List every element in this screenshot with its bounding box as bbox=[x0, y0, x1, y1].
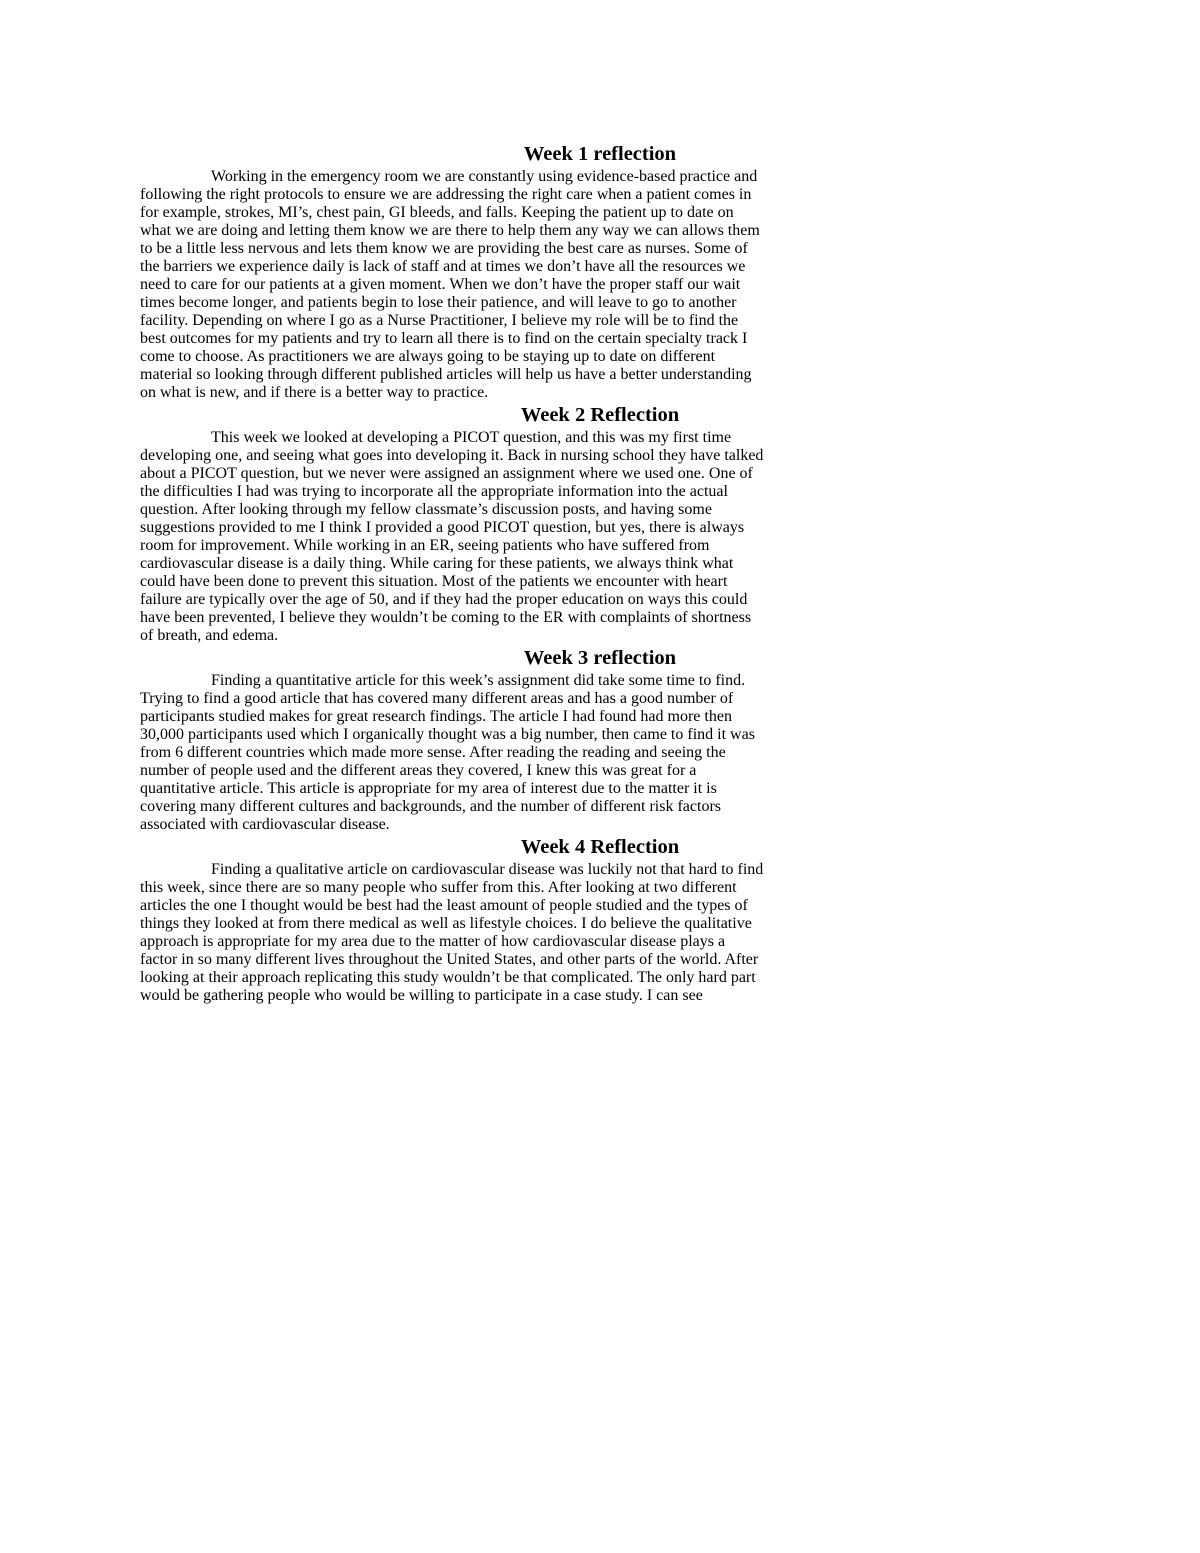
section-title: Week 4 Reflection bbox=[520, 836, 680, 858]
paragraph-line: associated with cardiovascular disease. bbox=[140, 816, 390, 833]
section-paragraph bbox=[140, 861, 1060, 1005]
paragraph-line: 30,000 participants used which I organically thought was a big number, then came to find it was bbox=[140, 726, 755, 743]
week-3-section bbox=[140, 645, 1060, 834]
paragraph-line: looking at their approach replicating this study wouldn’t be that complicated. The only hard part bbox=[140, 969, 756, 986]
paragraph-line: of breath, and edema. bbox=[140, 627, 279, 644]
paragraph-line: articles the one I thought would be best had the least amount of people studied and the types of bbox=[140, 897, 748, 914]
paragraph-line: This week we looked at developing a PICOT question, and this was my first time bbox=[211, 429, 732, 446]
week-4-section bbox=[140, 834, 1060, 1005]
paragraph-line: to be a little less nervous and lets them know we are providing the best care as nurses. Some of bbox=[140, 240, 748, 257]
paragraph-line: participants studied makes for great research findings. The article I had found had more then bbox=[140, 708, 732, 725]
paragraph-line: following the right protocols to ensure we are addressing the right care when a patient comes in bbox=[140, 186, 752, 203]
paragraph-line: best outcomes for my patients and try to learn all there is to find on the certain specialty track I bbox=[140, 330, 748, 347]
paragraph-line: come to choose. As practitioners we are always going to be staying up to date on different bbox=[140, 348, 716, 365]
section-paragraph bbox=[140, 429, 1060, 645]
paragraph-line: factor in so many different lives throughout the United States, and other parts of the world. After bbox=[140, 951, 759, 968]
paragraph-line: quantitative article. This article is appropriate for my area of interest due to the matter it is bbox=[140, 780, 717, 797]
paragraph-line: on what is new, and if there is a better way to practice. bbox=[140, 384, 489, 401]
paragraph-line: number of people used and the different areas they covered, I knew this was great for a bbox=[140, 762, 697, 779]
section-paragraph bbox=[140, 168, 1060, 402]
paragraph-line: what we are doing and letting them know we are there to help them any way we can allows them bbox=[140, 222, 760, 239]
paragraph-line: covering many different cultures and backgrounds, and the number of different risk factors bbox=[140, 798, 721, 815]
paragraph-line: times become longer, and patients begin to lose their patience, and will leave to go to another bbox=[140, 294, 737, 311]
paragraph-line: Finding a qualitative article on cardiovascular disease was luckily not that hard to find bbox=[211, 861, 764, 878]
paragraph-line: developing one, and seeing what goes into developing it. Back in nursing school they have talked bbox=[140, 447, 764, 464]
paragraph-line: would be gathering people who would be willing to participate in a case study. I can see bbox=[140, 987, 703, 1004]
document-page bbox=[140, 141, 1060, 1005]
paragraph-line: this week, since there are so many people who suffer from this. After looking at two different bbox=[140, 879, 737, 896]
paragraph-line: Trying to find a good article that has covered many different areas and has a good number of bbox=[140, 690, 734, 707]
paragraph-line: have been prevented, I believe they wouldn’t be coming to the ER with complaints of shortness bbox=[140, 609, 752, 626]
paragraph-line: things they looked at from there medical as well as lifestyle choices. I do believe the qualitative bbox=[140, 915, 752, 932]
paragraph-line: room for improvement. While working in an ER, seeing patients who have suffered from bbox=[140, 537, 710, 554]
section-paragraph bbox=[140, 672, 1060, 834]
section-title: Week 1 reflection bbox=[523, 143, 677, 165]
paragraph-line: about a PICOT question, but we never were assigned an assignment where we used one. One of bbox=[140, 465, 753, 482]
paragraph-line: from 6 different countries which made more sense. After reading the reading and seeing the bbox=[140, 744, 726, 761]
week-1-section bbox=[140, 141, 1060, 402]
paragraph-line: need to care for our patients at a given moment. When we don’t have the proper staff our wait bbox=[140, 276, 741, 293]
week-2-section bbox=[140, 402, 1060, 645]
paragraph-line: for example, strokes, MI’s, chest pain, GI bleeds, and falls. Keeping the patient up to date on bbox=[140, 204, 734, 221]
paragraph-line: cardiovascular disease is a daily thing. While caring for these patients, we always think what bbox=[140, 555, 734, 572]
paragraph-line: facility. Depending on where I go as a Nurse Practitioner, I believe my role will be to find the bbox=[140, 312, 739, 329]
section-title: Week 2 Reflection bbox=[520, 404, 680, 426]
paragraph-line: Finding a quantitative article for this week’s assignment did take some time to find. bbox=[211, 672, 746, 689]
paragraph-line: the difficulties I had was trying to incorporate all the appropriate information into the actual bbox=[140, 483, 728, 500]
paragraph-line: question. After looking through my fellow classmate’s discussion posts, and having some bbox=[140, 501, 712, 518]
paragraph-line: could have been done to prevent this situation. Most of the patients we encounter with heart bbox=[140, 573, 728, 590]
paragraph-line: failure are typically over the age of 50, and if they had the proper education on ways this could bbox=[140, 591, 748, 608]
paragraph-line: Working in the emergency room we are constantly using evidence-based practice and bbox=[211, 168, 758, 185]
paragraph-line: approach is appropriate for my area due to the matter of how cardiovascular disease plays a bbox=[140, 933, 726, 950]
paragraph-line: material so looking through different published articles will help us have a better understanding bbox=[140, 366, 752, 383]
paragraph-line: the barriers we experience daily is lack of staff and at times we don’t have all the resources we bbox=[140, 258, 746, 275]
section-title: Week 3 reflection bbox=[523, 647, 677, 669]
paragraph-line: suggestions provided to me I think I provided a good PICOT question, but yes, there is always bbox=[140, 519, 745, 536]
